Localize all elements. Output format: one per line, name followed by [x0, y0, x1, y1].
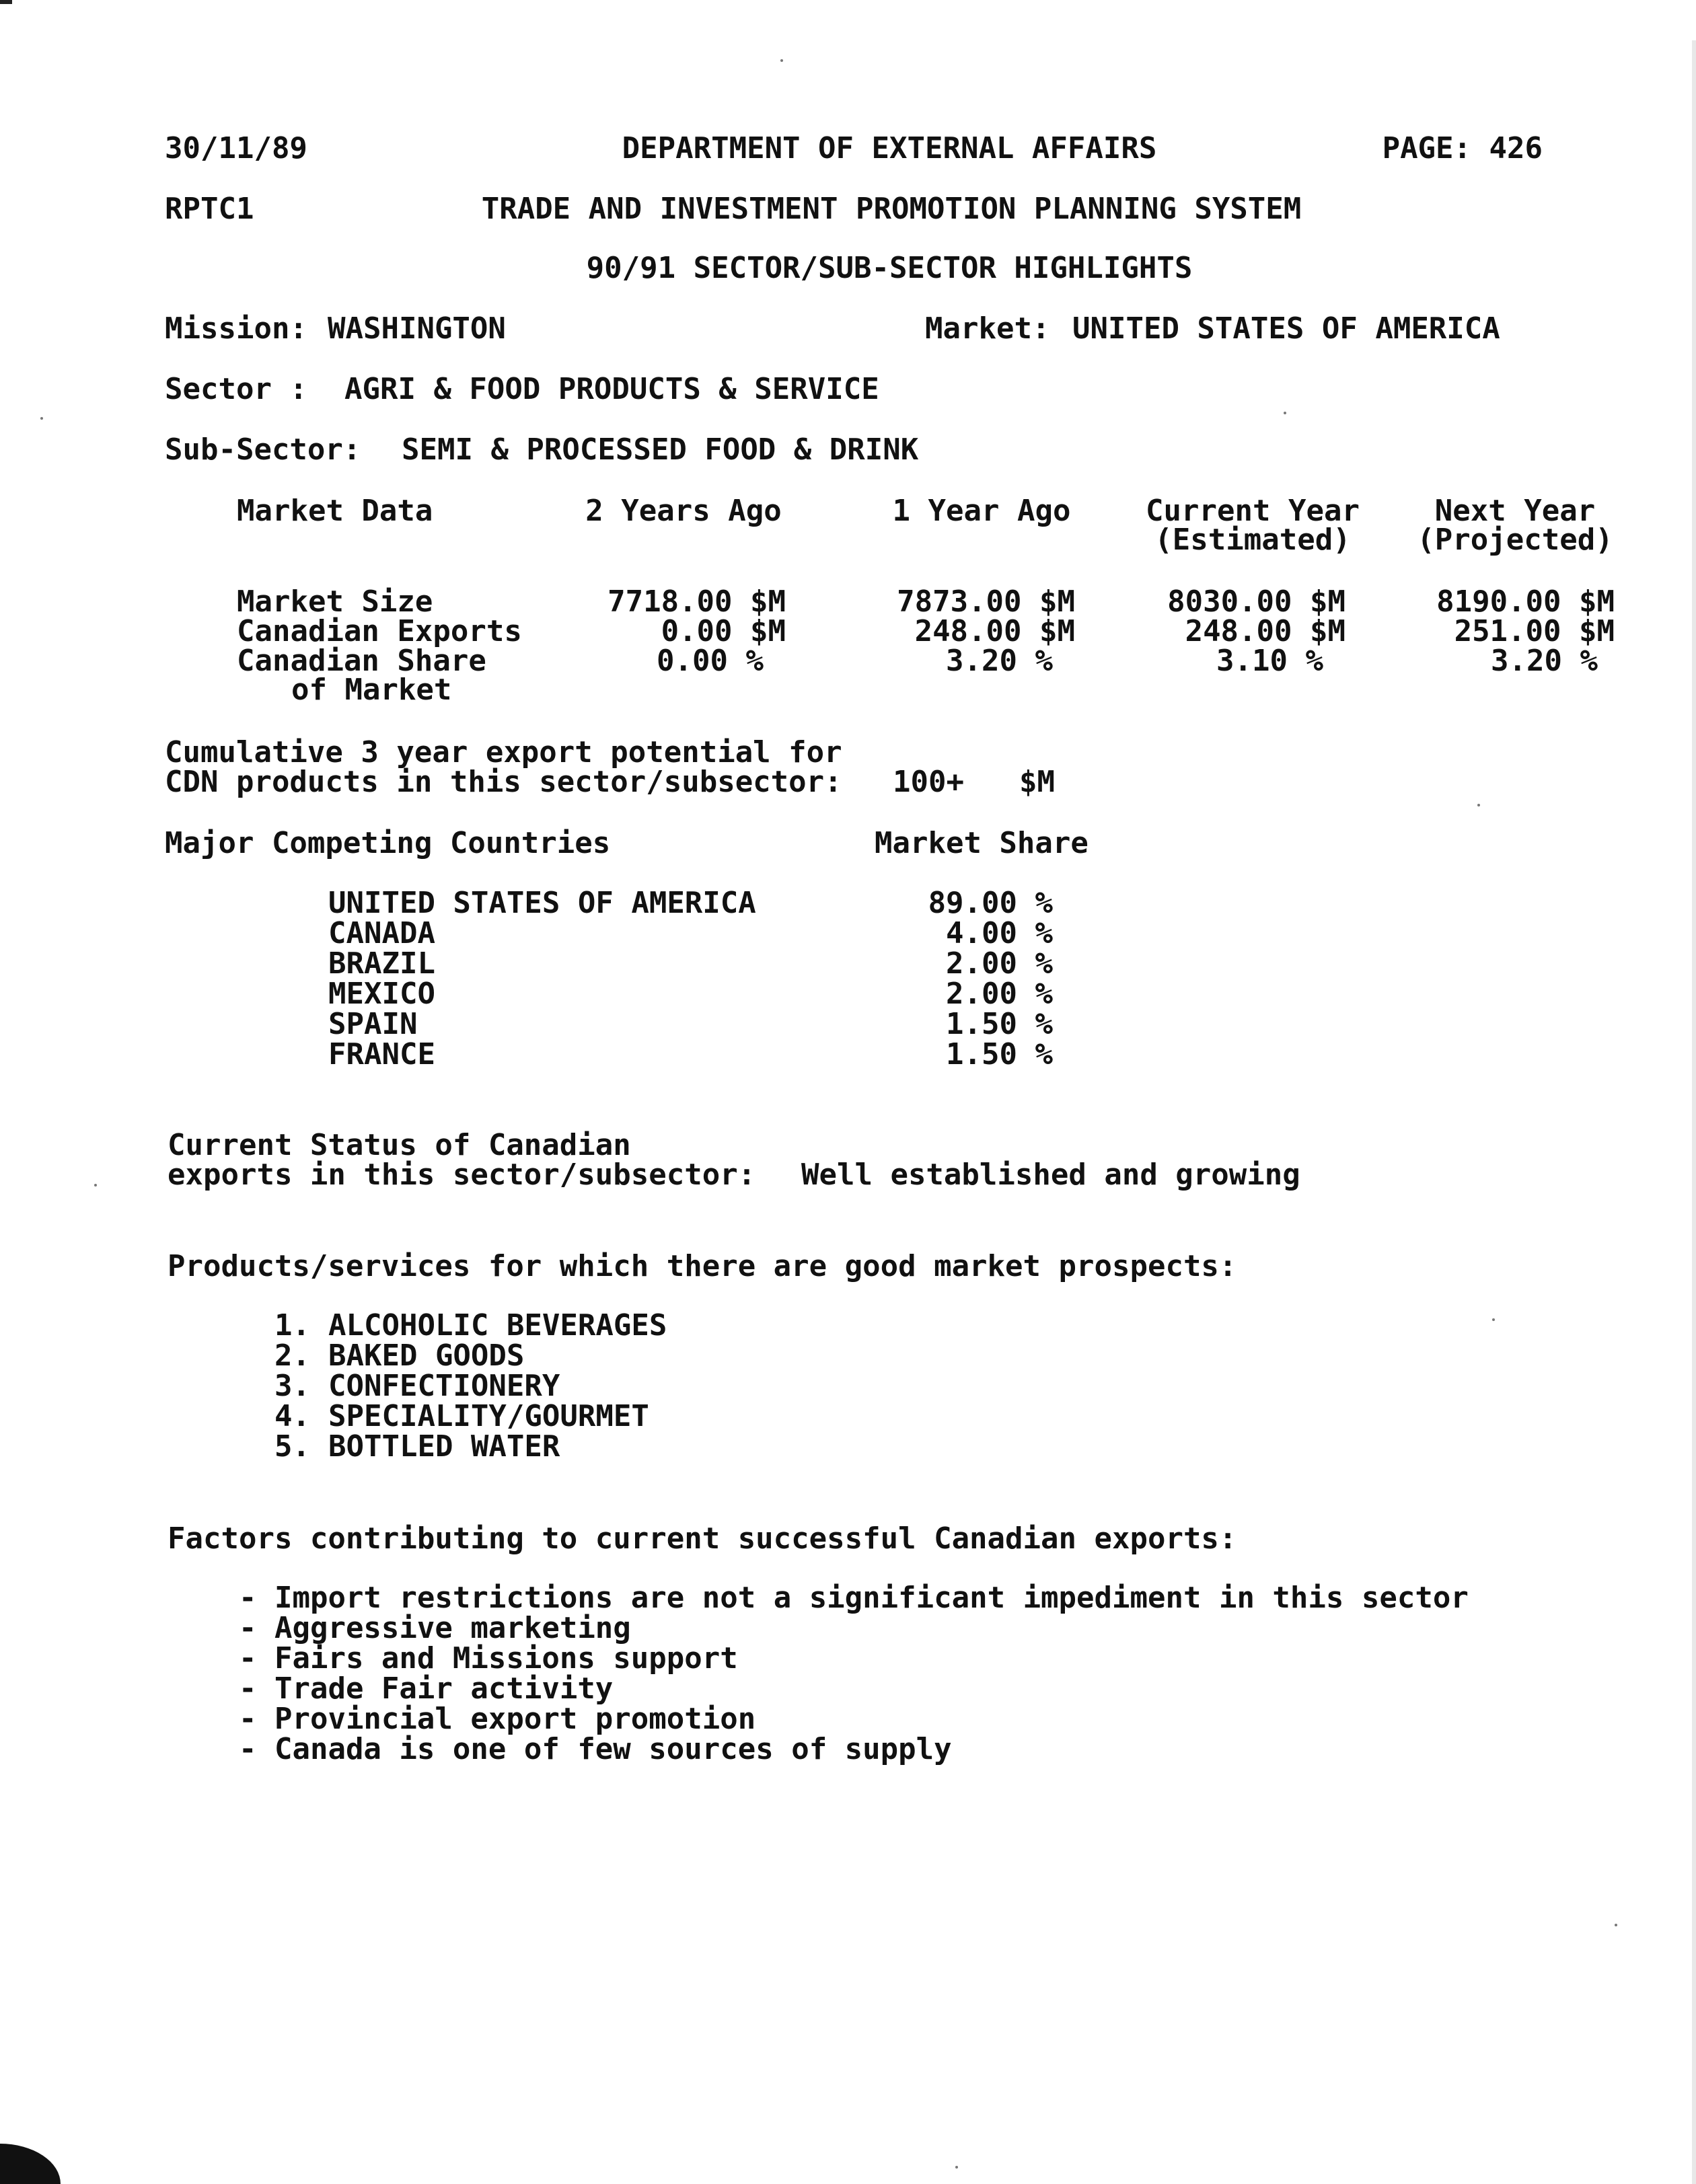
cell-value: 7718.00 $M [607, 585, 786, 619]
report-code: RPTC1 [165, 192, 254, 226]
item-number: 1. [274, 1308, 310, 1343]
cell-value: 8190.00 $M [1436, 585, 1615, 619]
scan-corner-mark [0, 0, 12, 4]
list-item: - Provincial export promotion [239, 1702, 756, 1736]
column-header: 1 Year Ago [892, 494, 1071, 528]
cell-value: 251.00 $M [1454, 614, 1615, 648]
status-line: exports in this sector/subsector: [168, 1158, 756, 1192]
cell-value: 248.00 $M [1185, 614, 1345, 648]
country-name: SPAIN [328, 1007, 418, 1041]
scan-speck [780, 59, 783, 62]
column-subheader: (Estimated) [1154, 523, 1351, 557]
scan-speck [40, 417, 43, 420]
country-name: FRANCE [328, 1037, 435, 1071]
market-label: Market: [925, 311, 1050, 346]
column-header: Current Year [1146, 494, 1360, 528]
cell-value: 0.00 % [657, 644, 764, 678]
country-name: BRAZIL [328, 946, 435, 981]
sector-value: AGRI & FOOD PRODUCTS & SERVICE [344, 372, 879, 406]
cell-value: 3.20 % [946, 644, 1053, 678]
country-name: UNITED STATES OF AMERICA [328, 886, 756, 920]
cell-value: 7873.00 $M [897, 585, 1075, 619]
mission-value: WASHINGTON [328, 311, 506, 346]
column-header: Next Year [1434, 494, 1596, 528]
list-item: - Import restrictions are not a significant impediment in this sector [239, 1581, 1469, 1615]
country-name: MEXICO [328, 977, 435, 1011]
report-date: 30/11/89 [165, 131, 307, 165]
mission-label: Mission: [165, 311, 307, 346]
row-label: Canadian Share [237, 644, 486, 678]
prospects-header: Products/services for which there are good market prospects: [168, 1249, 1237, 1283]
country-share: 1.50 % [946, 1037, 1053, 1071]
potential-line: Cumulative 3 year export potential for [165, 735, 842, 769]
list-item: - Trade Fair activity [239, 1671, 614, 1706]
system-title: TRADE AND INVESTMENT PROMOTION PLANNING SYSTEM [481, 192, 1302, 226]
scan-speck [94, 1184, 97, 1187]
country-share: 2.00 % [946, 946, 1053, 981]
page-number: PAGE: 426 [1382, 131, 1543, 165]
potential-unit: $M [1019, 765, 1055, 799]
item-number: 3. [274, 1369, 310, 1403]
column-subheader: (Projected) [1417, 523, 1613, 557]
scan-corner-shadow [0, 2144, 61, 2184]
subsector-label: Sub-Sector: [165, 432, 361, 467]
market-data-header: Market Data [237, 494, 433, 528]
scan-speck [955, 2166, 958, 2169]
row-label-continued: of Market [291, 673, 452, 707]
scan-speck [1477, 804, 1480, 806]
list-item: - Canada is one of few sources of supply [239, 1732, 952, 1766]
country-share: 2.00 % [946, 977, 1053, 1011]
department-name: DEPARTMENT OF EXTERNAL AFFAIRS [622, 131, 1157, 165]
cell-value: 3.10 % [1216, 644, 1323, 678]
cell-value: 8030.00 $M [1167, 585, 1345, 619]
scan-edge [1692, 40, 1696, 2184]
item-text: BAKED GOODS [328, 1339, 525, 1373]
country-name: CANADA [328, 916, 435, 950]
market-value: UNITED STATES OF AMERICA [1072, 311, 1500, 346]
country-share: 4.00 % [946, 916, 1053, 950]
list-item: - Aggressive marketing [239, 1611, 631, 1645]
cell-value: 248.00 $M [914, 614, 1075, 648]
sector-label: Sector : [165, 372, 307, 406]
scan-speck [1615, 1924, 1617, 1926]
cell-value: 0.00 $M [661, 614, 786, 648]
country-share: 1.50 % [946, 1007, 1053, 1041]
report-title: 90/91 SECTOR/SUB-SECTOR HIGHLIGHTS [586, 251, 1193, 285]
subsector-value: SEMI & PROCESSED FOOD & DRINK [402, 432, 919, 467]
country-share: 89.00 % [928, 886, 1053, 920]
item-text: ALCOHOLIC BEVERAGES [328, 1308, 667, 1343]
column-header: 2 Years Ago [585, 494, 782, 528]
list-item: - Fairs and Missions support [239, 1641, 738, 1675]
scan-speck [1492, 1318, 1495, 1321]
scan-speck [1284, 412, 1286, 414]
potential-line: CDN products in this sector/subsector: [165, 765, 842, 799]
cell-value: 3.20 % [1491, 644, 1598, 678]
item-text: BOTTLED WATER [328, 1429, 560, 1464]
row-label: Market Size [237, 585, 433, 619]
status-line: Current Status of Canadian [168, 1128, 631, 1162]
market-share-header: Market Share [875, 826, 1089, 860]
item-number: 4. [274, 1399, 310, 1433]
item-text: SPECIALITY/GOURMET [328, 1399, 649, 1433]
status-value: Well established and growing [801, 1158, 1300, 1192]
item-number: 2. [274, 1339, 310, 1373]
competitors-header: Major Competing Countries [165, 826, 611, 860]
factors-header: Factors contributing to current successful Canadian exports: [168, 1521, 1237, 1556]
row-label: Canadian Exports [237, 614, 522, 648]
item-number: 5. [274, 1429, 310, 1464]
potential-value: 100+ [893, 765, 964, 799]
item-text: CONFECTIONERY [328, 1369, 560, 1403]
